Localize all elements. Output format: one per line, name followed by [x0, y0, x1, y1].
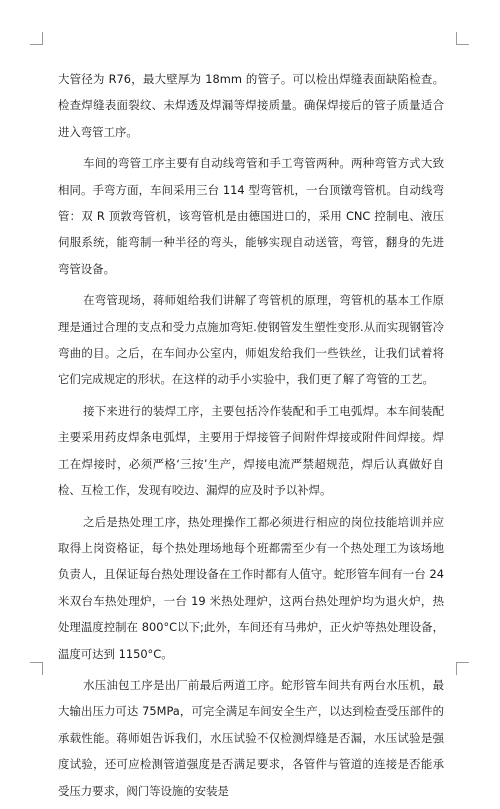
paragraph: 水压油包工序是出厂前最后两道工序。蛇形管车间共有两台水压机，最大输出压力可达 75MPa，可完全满足车间安全生产，以达到检查受压部件的承载性能。蒋师姐告诉我们，水压试验不仅检测焊缝是否漏，水压试验是强度试验，还可应检测管道强度是否满足要求，各管件与管道的连接是否能承受压力要求，阀门等设施的安装是 — [58, 677, 444, 798]
crop-mark-bottom-right — [456, 662, 469, 675]
crop-mark-top-right — [456, 32, 469, 45]
document-body — [58, 66, 444, 809]
paragraph: 之后是热处理工序，热处理操作工都必须进行相应的岗位技能培训并应取得上岗资格证，每个热处理场地每个班都需至少有一个热处理工为该场地负责人，且保证每台热处理设备在工作时都有人值守。蛇形管车间有一台 24 米双台车热处理炉，一台 19 米热处理炉，这两台热处理炉均为退火炉，热处理温度控制在 800°C以下;此外，车间还有马弗炉，正火炉等热处理设备，温度可达到 1150°C。 — [58, 514, 444, 661]
paragraph: 车间的弯管工序主要有自动线弯管和手工弯管两种。两种弯管方式大致相同。手弯方面，车间采用三台 114 型弯管机，一台顶镦弯管机。自动线弯管：双 R 顶敦弯管机，该弯管机是由德国进口的，采用 CNC 控制电、液压伺服系统，能弯制一种半径的弯头，能够实现自动送管，弯管，翻身的先进弯管设备。 — [58, 156, 444, 276]
paragraph: 大管径为 R76，最大壁厚为 18mm 的管子。可以检出焊缝表面缺陷检查。检查焊缝表面裂纹、未焊透及焊漏等焊接质量。确保焊接后的管子质量适合进入弯管工序。 — [58, 72, 444, 139]
crop-mark-top-left — [30, 32, 43, 45]
crop-mark-bottom-left — [30, 662, 43, 675]
paragraph: 在弯管现场，蒋师姐给我们讲解了弯管机的原理，弯管机的基本工作原理是通过合理的支点和受力点施加弯矩.使钢管发生塑性变形.从而实现钢管冷弯曲的目。之后，在车间办公室内，师姐发给我们一些铁丝，让我们试着将它们完成规定的形状。在这样的动手小实验中，我们更了解了弯管的工艺。 — [58, 293, 444, 387]
paragraph: 接下来进行的装焊工序，主要包括冷作装配和手工电弧焊。本车间装配主要采用药皮焊条电弧焊，主要用于焊接管子间附件焊接或附件间焊接。焊工在焊接时，必须严格‘三按’生产，焊接电流严禁超规范，焊后认真做好自检、互检工作，发现有咬边、漏焊的应及时予以补焊。 — [58, 403, 444, 498]
